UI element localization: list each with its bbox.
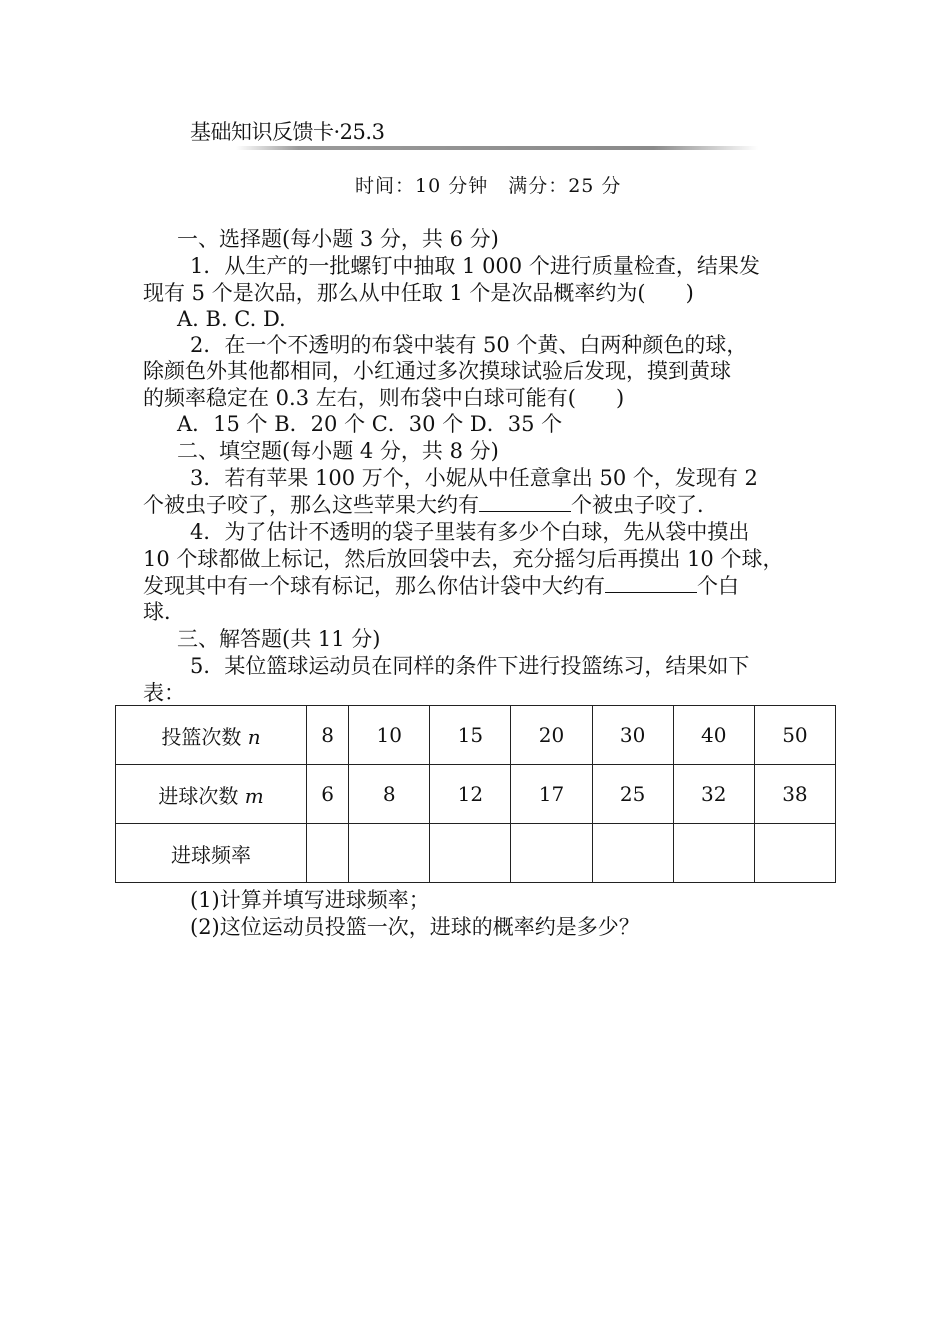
q2-text-line1: 2．在一个不透明的布袋中装有 50 个黄、白两种颜色的球， [190,333,748,357]
row-variable: n [247,724,261,749]
q4-text-line3: 发现其中有一个球有标记，那么你估计袋中大约有 个白 [143,574,739,598]
section2-heading: 二、填空题(每小题 4 分，共 8 分) [177,439,499,463]
page-title: 基础知识反馈卡·25.3 [190,120,385,144]
table-cell: 17 [511,765,592,824]
q4-text-line1: 4．为了估计不透明的袋子里装有多少个白球，先从袋中摸出 [190,520,750,544]
table-cell[interactable] [307,824,349,883]
q4-answer-blank[interactable] [605,574,697,593]
table-cell: 40 [673,706,754,765]
shooting-data-table [115,705,836,883]
table-cell[interactable] [592,824,673,883]
q1-text-line1: 1．从生产的一批螺钉中抽取 1 000 个进行质量检查，结果发 [190,254,760,278]
q1-options: A. B. C. D. [177,307,286,331]
table-row [116,765,836,824]
table-cell[interactable] [673,824,754,883]
table-cell[interactable] [430,824,511,883]
row-label: 进球次数 [158,783,239,808]
table-cell: 8 [307,706,349,765]
table-row [116,824,836,883]
table-cell[interactable] [349,824,430,883]
table-row [116,706,836,765]
q5-text-line2: 表： [143,681,185,705]
table-cell: 6 [307,765,349,824]
q1-text-line2: 现有 5 个是次品，那么从中任取 1 个是次品概率约为( ) [143,281,694,305]
q3-answer-blank[interactable] [479,493,571,512]
table-cell: 20 [511,706,592,765]
q4-text-line4: 球． [143,600,185,624]
q3-text-line2: 个被虫子咬了，那么这些苹果大约有 个被虫子咬了． [143,493,718,517]
header-divider [236,146,758,150]
table-cell: 15 [430,706,511,765]
table-row-header [116,824,307,883]
table-cell[interactable] [754,824,835,883]
table-cell: 32 [673,765,754,824]
table-cell: 30 [592,706,673,765]
q5-sub2: (2)这位运动员投篮一次，进球的概率约是多少？ [190,915,640,939]
row-label: 投篮次数 [161,724,242,749]
section3-heading: 三、解答题(共 11 分) [177,627,381,651]
row-label: 进球频率 [171,842,251,867]
row-variable: m [244,783,264,808]
table-cell: 38 [754,765,835,824]
q3-text-line1: 3．若有苹果 100 万个，小妮从中任意拿出 50 个，发现有 2 [190,466,758,490]
q2-options: A．15 个 B．20 个 C．30 个 D．35 个 [177,412,563,436]
q4-text-line2: 10 个球都做上标记，然后放回袋中去，充分摇匀后再摸出 10 个球， [143,547,784,571]
table-cell[interactable] [511,824,592,883]
table-cell: 25 [592,765,673,824]
table-cell: 12 [430,765,511,824]
q2-text-line2: 除颜色外其他都相同，小红通过多次摸球试验后发现，摸到黄球 [143,359,731,383]
q2-text-line3: 的频率稳定在 0.3 左右，则布袋中白球可能有( ) [143,386,625,410]
time-and-score: 时间：10 分钟 满分：25 分 [355,175,622,197]
table-cell: 50 [754,706,835,765]
table-cell: 10 [349,706,430,765]
section1-heading: 一、选择题(每小题 3 分，共 6 分) [177,227,499,251]
table-row-header [116,765,307,824]
table-cell: 8 [349,765,430,824]
q5-text-line1: 5．某位篮球运动员在同样的条件下进行投篮练习，结果如下 [190,654,750,678]
table-row-header [116,706,307,765]
q5-sub1: (1)计算并填写进球频率； [190,888,430,912]
